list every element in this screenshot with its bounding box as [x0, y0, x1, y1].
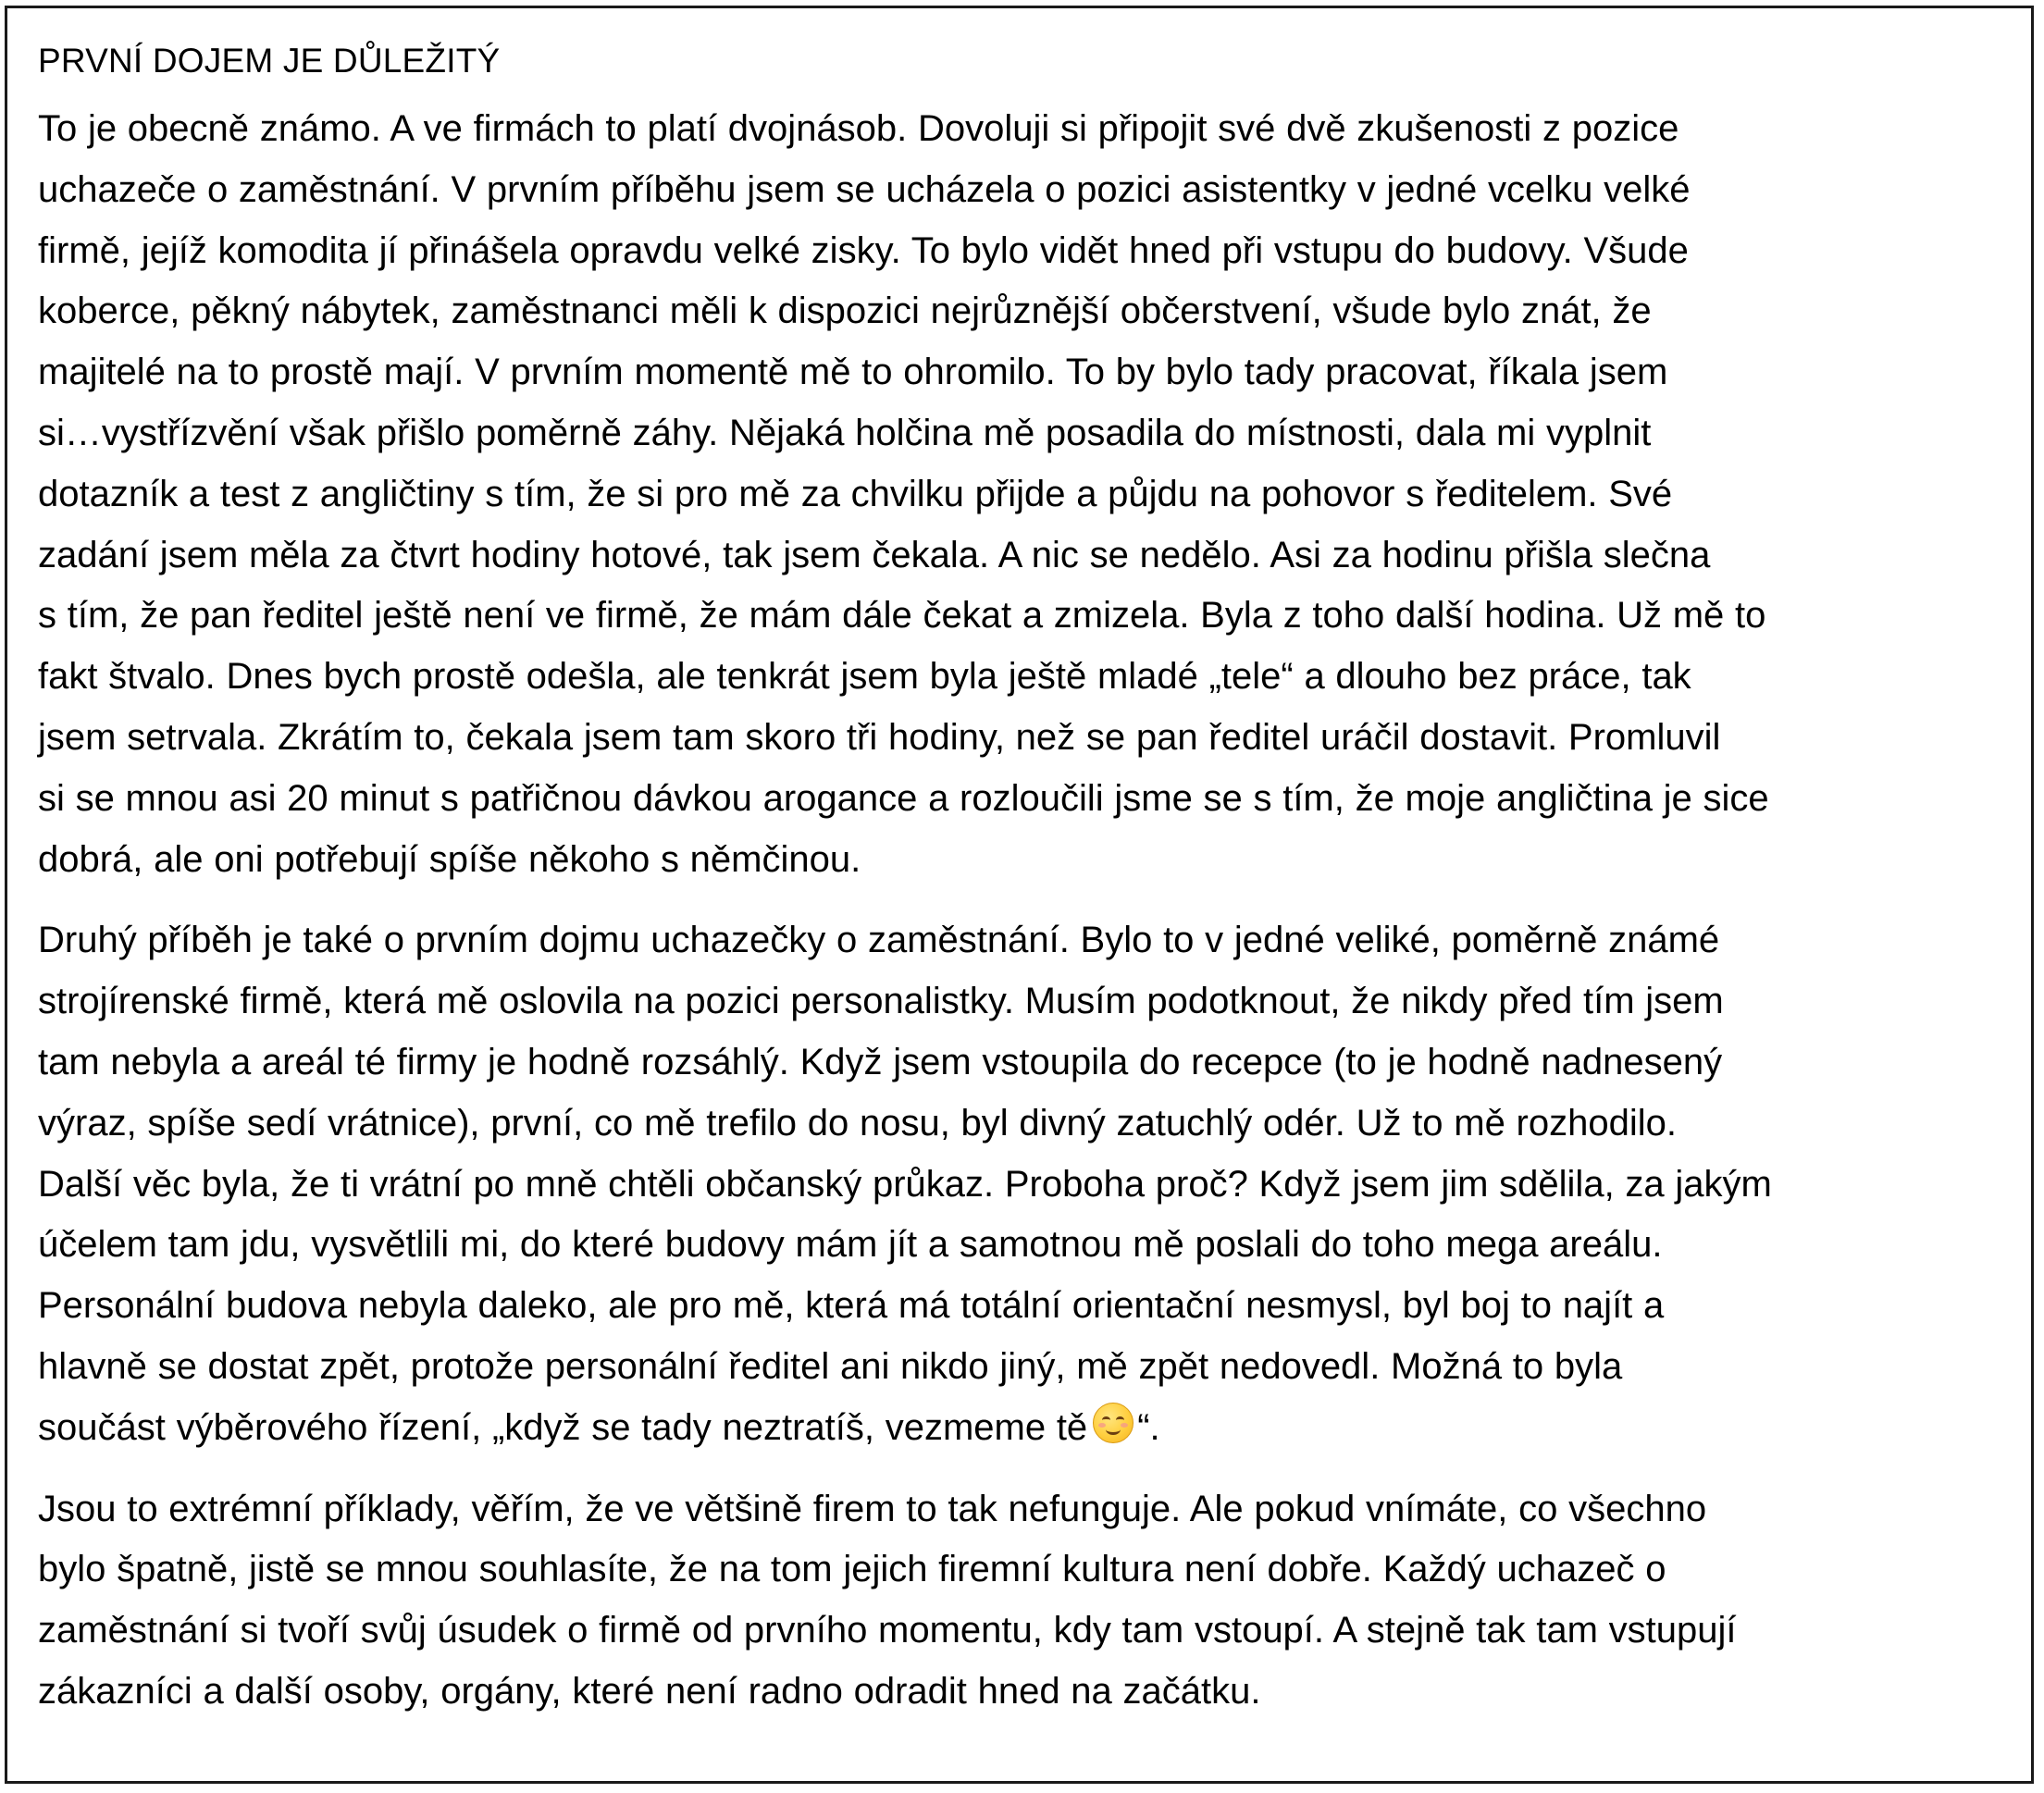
text-line: Personální budova nebyla daleko, ale pro mě, která má totální orientační nesmysl, byl boj to najít a: [38, 1285, 1665, 1327]
document-title: PRVNÍ DOJEM JE DŮLEŽITÝ: [38, 42, 501, 80]
document-content: [38, 31, 2027, 1743]
text-line: uchazeče o zaměstnání. V prvním příběhu jsem se ucházela o pozici asistentky v jedné vcelku velké: [38, 168, 1691, 210]
paragraph-2: [38, 910, 2027, 1458]
text-line: zákazníci a další osoby, orgány, které není radno odradit hned na začátku.: [38, 1670, 1261, 1712]
text-line: tam nebyla a areál té firmy je hodně rozsáhlý. Když jsem vstoupila do recepce (to je hodně nadnesený: [38, 1041, 1723, 1082]
text-line: Další věc byla, že ti vrátní po mně chtěli občanský průkaz. Proboha proč? Když jsem jim sdělila, za jakým: [38, 1163, 1772, 1205]
text-line: dobrá, ale oni potřebují spíše někoho s němčinou.: [38, 838, 861, 880]
document-frame: [5, 6, 2034, 1784]
text-line: majitelé na to prostě mají. V prvním momentě mě to ohromilo. To by bylo tady pracovat, říkala jsem: [38, 352, 1668, 393]
text-line: účelem tam jdu, vysvětlili mi, do které budovy mám jít a samotnou mě poslali do toho mega areálu.: [38, 1224, 1663, 1266]
text-line: Jsou to extrémní příklady, věřím, že ve většině firem to tak nefunguje. Ale pokud vnímáte, co všechno: [38, 1488, 1707, 1529]
text-line: hlavně se dostat zpět, protože personální ředitel ani nikdo jiný, mě zpět nedovedl. Možná to byla: [38, 1345, 1623, 1387]
text-line: fakt štvalo. Dnes bych prostě odešla, ale tenkrát jsem byla ještě mladé „tele“ a dlouho bez práce, tak: [38, 656, 1691, 698]
text-segment: “.: [1137, 1406, 1160, 1448]
text-line: firmě, jejíž komodita jí přinášela opravdu velké zisky. To bylo vidět hned při vstupu do budovy. Všude: [38, 229, 1689, 271]
paragraph-3: [38, 1479, 2027, 1723]
text-line: bylo špatně, jistě se mnou souhlasíte, že na tom jejich firemní kultura není dobře. Každý uchazeč o: [38, 1549, 1666, 1590]
text-line: jsem setrvala. Zkrátím to, čekala jsem tam skoro tři hodiny, než se pan ředitel uráčil dostavit. Promluvil: [38, 716, 1721, 758]
text-line: koberce, pěkný nábytek, zaměstnanci měli k dispozici nejrůznější občerstvení, všude bylo znát, že: [38, 291, 1652, 332]
text-line: strojírenské firmě, která mě oslovila na pozici personalistky. Musím podotknout, že nikdy před tím jsem: [38, 981, 1724, 1022]
smiling-face-icon: [1093, 1403, 1133, 1443]
text-line: zadání jsem měla za čtvrt hodiny hotové, tak jsem čekala. A nic se nedělo. Asi za hodinu přišla slečna: [38, 534, 1711, 575]
text-line: zaměstnání si tvoří svůj úsudek o firmě od prvního momentu, kdy tam vstoupí. A stejně tak tam vstupují: [38, 1610, 1737, 1651]
text-line: s tím, že pan ředitel ještě není ve firmě, že mám dále čekat a zmizela. Byla z toho další hodina. Už mě to: [38, 595, 1766, 637]
text-line: výraz, spíše sedí vrátnice), první, co mě trefilo do nosu, byl divný zatuchlý odér. Už to mě rozhodilo.: [38, 1102, 1677, 1144]
text-line: dotazník a test z angličtiny s tím, že si pro mě za chvilku přijde a půjdu na pohovor s ředitelem. Své: [38, 473, 1673, 514]
paragraph-1: [38, 99, 2027, 890]
text-line: si…vystřízvění však přišlo poměrně záhy. Nějaká holčina mě posadila do místnosti, dala mi vyplnit: [38, 412, 1652, 453]
text-line: Druhý příběh je také o prvním dojmu uchazečky o zaměstnání. Bylo to v jedné veliké, poměrně známé: [38, 920, 1720, 961]
text-line-with-emoji: [38, 1398, 2027, 1459]
text-segment: součást výběrového řízení, „když se tady neztratíš, vezmeme tě: [38, 1406, 1088, 1448]
text-line: To je obecně známo. A ve firmách to platí dvojnásob. Dovoluji si připojit své dvě zkušenosti z pozice: [38, 108, 1679, 149]
text-line: si se mnou asi 20 minut s patřičnou dávkou arogance a rozloučili jsme se s tím, že moje angličtina je sice: [38, 777, 1769, 819]
